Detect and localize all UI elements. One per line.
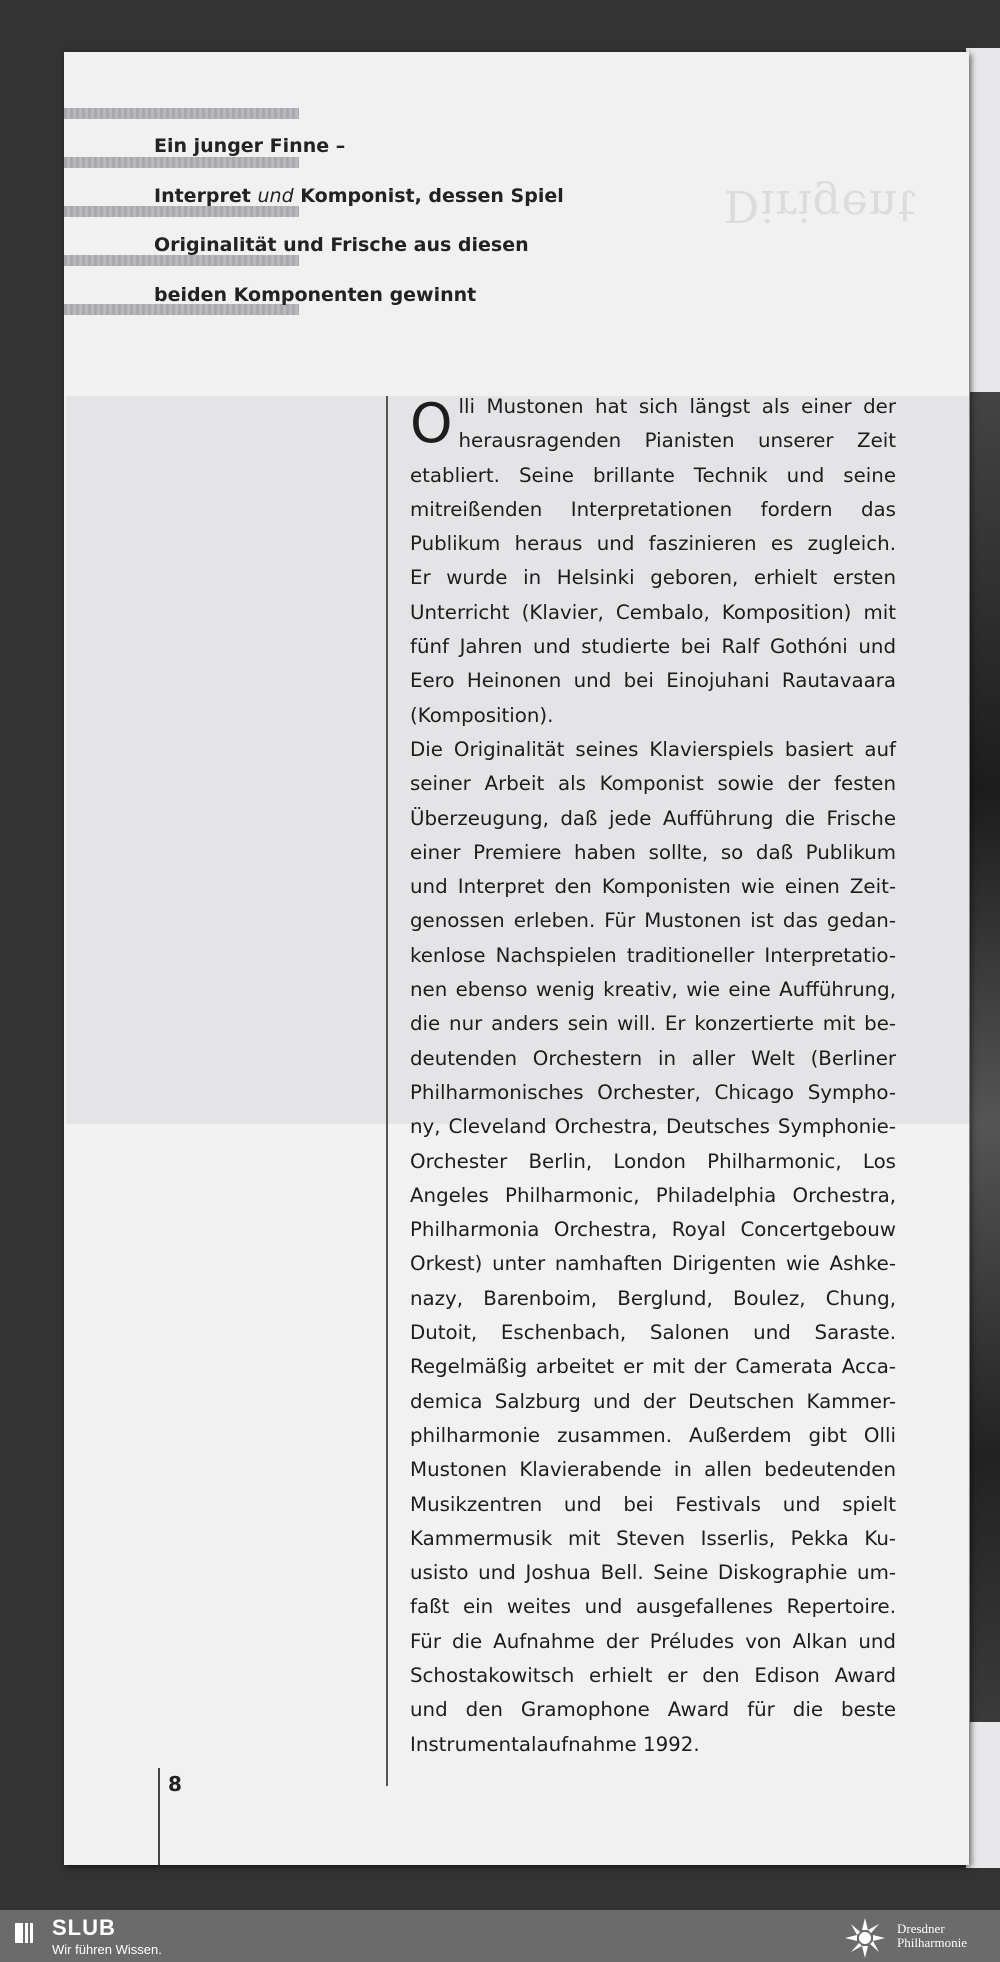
text-line: (Komposition). [410, 703, 554, 727]
next-page-photo [970, 392, 1000, 1722]
text-line: Schostakowitsch erhielt er den Edison Award [410, 1663, 896, 1687]
text-line: Die Originalität seines Klavierspiels basiert auf [410, 737, 896, 761]
text-line: Unterricht (Klavier, Cembalo, Komposition) mit [410, 600, 896, 624]
text-line: Kammermusik mit Steven Isserlis, Pekka Ku- [410, 1526, 896, 1550]
library-logo-text: SLUB [52, 1915, 116, 1940]
text-line: philharmonie zusammen. Außerdem gibt Olli [410, 1423, 896, 1447]
text-line: kenlose Nachspielen traditioneller Interpretatio- [410, 943, 896, 967]
text-line: seiner Arbeit als Komponist sowie der festen [410, 772, 896, 796]
book-icon [14, 1920, 38, 1946]
column-rule [386, 396, 388, 1786]
text-line: genossen erleben. Für Mustonen ist das gedan- [410, 909, 896, 933]
text-line: Musikzentren und bei Festivals und spielt [410, 1492, 896, 1516]
text-line: Er wurde in Helsinki geboren, erhielt ersten [410, 566, 896, 590]
text-line: Dutoit, Eschenbach, Salonen und Saraste. [410, 1321, 896, 1345]
text-line: deutenden Orchestern in aller Welt (Berliner [410, 1046, 896, 1070]
philharmonie-logo-icon [843, 1916, 887, 1960]
next-page-edge [966, 48, 1000, 1868]
text-line: Regelmäßig arbeitet er mit der Camerata Acca- [410, 1355, 896, 1379]
page-number-rule [158, 1768, 160, 1865]
text-line: mitreißenden Interpretationen fordern das [410, 497, 896, 521]
text-line: Überzeugung, daß jede Aufführung die Frische [410, 806, 896, 830]
text-line: Philharmonia Orchestra, Royal Concertgebouw [410, 1218, 896, 1242]
text-line: ny, Cleveland Orchestra, Deutsches Symphonie- [410, 1115, 896, 1139]
text-line: Mustonen Klavierabende in allen bedeutenden [410, 1458, 896, 1482]
text-line: und Interpret den Komponisten wie einen Zeit- [410, 875, 896, 899]
text-line: Orchester Berlin, London Philharmonic, Los [410, 1149, 896, 1173]
text-line: die nur anders sein will. Er konzertierte mit be- [410, 1012, 896, 1036]
biography-text [410, 390, 896, 1762]
partner-line2: Philharmonie [897, 1935, 968, 1950]
text-line: Philharmonisches Orchester, Chicago Sympho- [410, 1080, 896, 1104]
document-page [64, 52, 969, 1865]
footer-band [0, 1910, 1000, 1962]
text-line: Orkest) unter namhaften Dirigenten wie Ashke- [410, 1252, 896, 1276]
partner-line1: Dresdner [897, 1921, 945, 1936]
text-line: usisto und Joshua Bell. Seine Diskographie um- [410, 1561, 896, 1585]
text-line: und den Gramophone Award für die beste [410, 1698, 896, 1722]
text-line: Instrumentalaufnahme 1992. [410, 1732, 700, 1756]
text-line: etabliert. Seine brillante Technik und seine [410, 463, 896, 487]
show-through-text: Dirigent [724, 180, 917, 231]
text-line: faßt ein weites und ausgefallenes Repertoire. [410, 1595, 896, 1619]
text-line: Eero Heinonen und bei Einojuhani Rautavaara [410, 669, 896, 693]
text-line: lli Mustonen hat sich längst als einer der [458, 395, 896, 418]
partner-logo-text [897, 1922, 967, 1950]
text-line: fünf Jahren und studierte bei Ralf Gothóni und [410, 635, 896, 659]
text-line: nen ebenso wenig kreativ, wie eine Aufführung, [410, 978, 896, 1002]
subtitle-line: Ein junger Finne – [154, 135, 346, 157]
text-line: Angeles Philharmonic, Philadelphia Orchestra, [410, 1183, 896, 1207]
drop-cap: O [410, 392, 453, 455]
library-tagline: Wir führen Wissen. [52, 1942, 162, 1957]
text-line: Publikum heraus und faszinieren es zugleich. [410, 532, 896, 556]
subtitle [154, 122, 574, 320]
text-line: herausragenden Pianisten unserer Zeit [458, 429, 896, 453]
subtitle-line: Originalität und Frische aus diesen [154, 234, 529, 257]
subtitle-line: beiden Komponenten gewinnt [154, 283, 477, 306]
text-line: demica Salzburg und der Deutschen Kammer- [410, 1389, 896, 1413]
text-line: Für die Aufnahme der Préludes von Alkan und [410, 1629, 896, 1653]
subtitle-line: Interpret und Komponist, dessen Spiel [154, 184, 564, 207]
page-number: 8 [168, 1772, 182, 1796]
text-line: nazy, Barenboim, Berglund, Boulez, Chung, [410, 1286, 896, 1310]
text-line: einer Premiere haben sollte, so daß Publikum [410, 840, 896, 864]
